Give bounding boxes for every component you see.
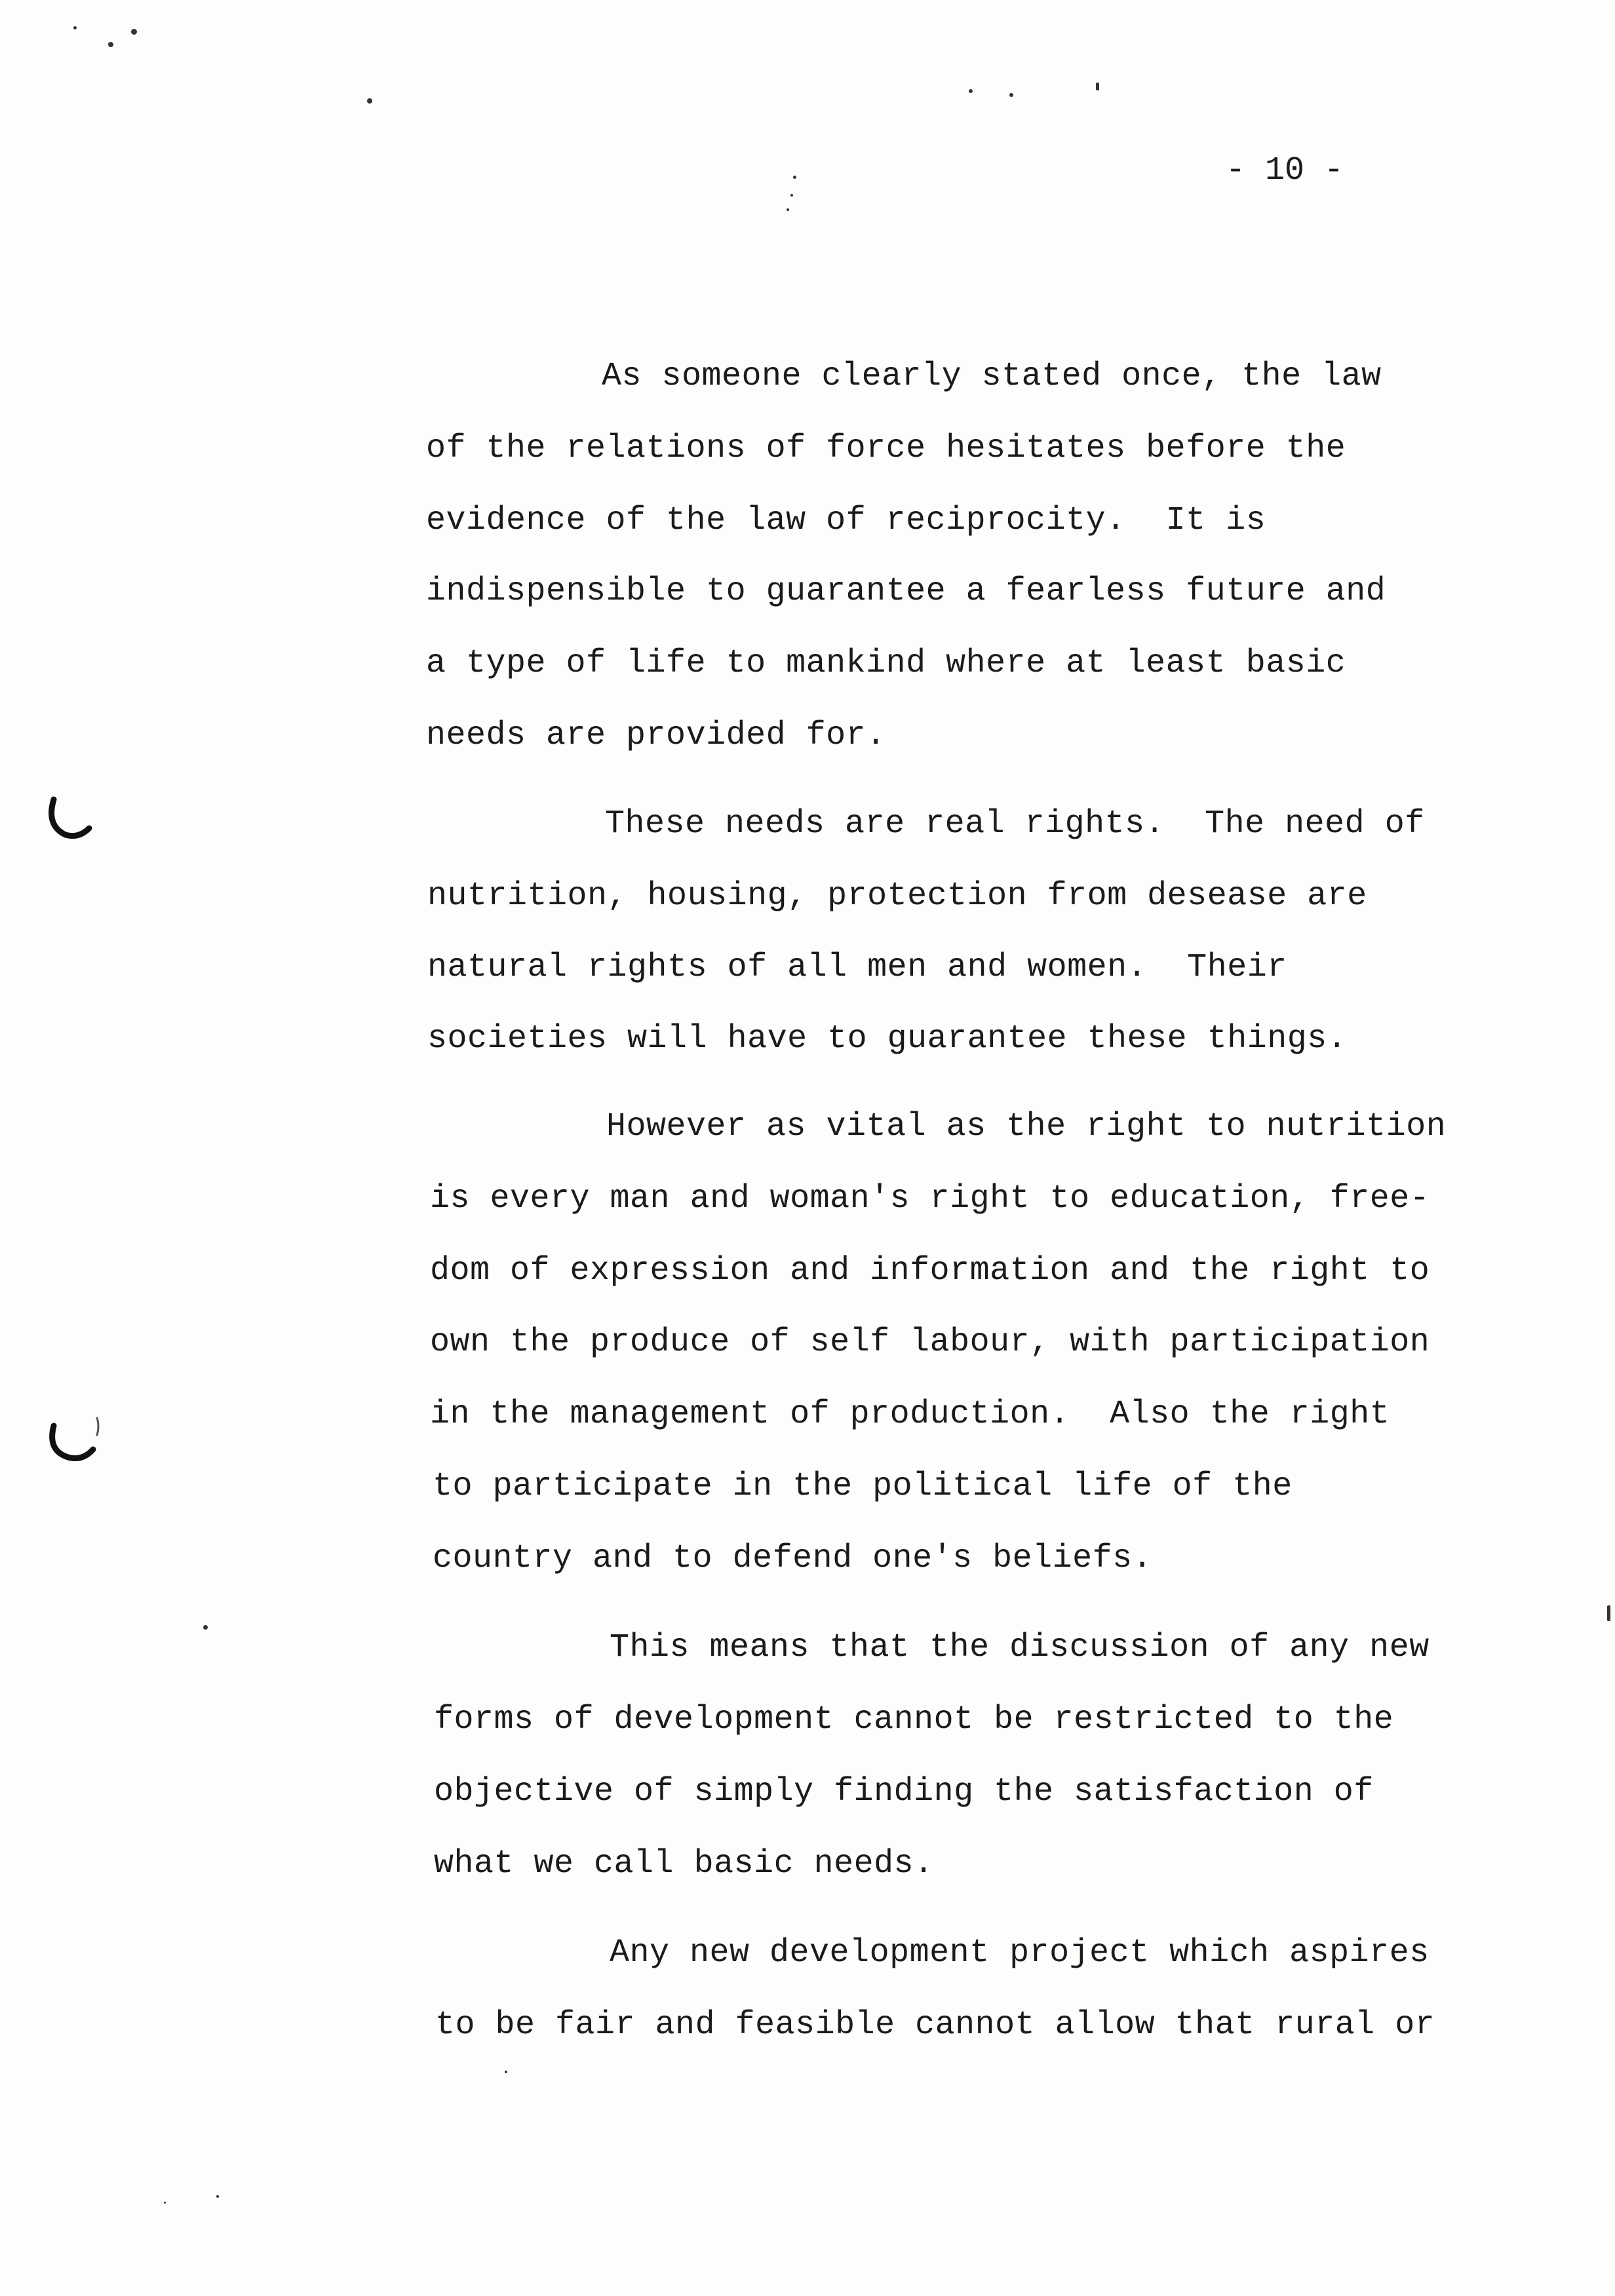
text-line: nutrition, housing, protection from desease are (427, 877, 1367, 915)
punch-hole-mark (41, 1409, 113, 1481)
scan-speck (108, 42, 113, 47)
text-line: natural rights of all men and women. Their (427, 949, 1287, 986)
text-line: a type of life to mankind where at least basic (426, 645, 1346, 682)
text-line: societies will have to guarantee these things. (427, 1020, 1348, 1058)
text-line: evidence of the law of reciprocity. It is (426, 502, 1266, 539)
scan-speck (73, 26, 77, 29)
scan-speck (505, 2071, 507, 2073)
scan-speck (203, 1625, 208, 1630)
text-line: This means that the discussion of any new (610, 1629, 1430, 1666)
text-line: indispensible to guarantee a fearless future and (426, 573, 1386, 610)
scan-speck (131, 29, 137, 35)
text-line: However as vital as the right to nutrition (606, 1108, 1447, 1145)
scan-speck (1607, 1605, 1610, 1621)
text-line: These needs are real rights. The need of (605, 805, 1425, 843)
text-line: As someone clearly stated once, the law (602, 358, 1382, 395)
scan-speck (164, 2202, 166, 2204)
scan-speck (969, 89, 973, 93)
scan-speck (790, 194, 793, 197)
scan-speck (793, 176, 796, 179)
text-line: objective of simply finding the satisfaction of (434, 1773, 1374, 1810)
text-line: country and to defend one's beliefs. (433, 1540, 1153, 1577)
punch-hole-mark (41, 792, 100, 851)
text-line: needs are provided for. (426, 717, 886, 754)
text-line: is every man and woman's right to education, free- (430, 1180, 1430, 1217)
text-line: in the management of production. Also the right (430, 1396, 1390, 1433)
text-line: of the relations of force hesitates before the (426, 430, 1346, 467)
page-number: - 10 - (1226, 152, 1344, 189)
scan-speck (216, 2195, 219, 2198)
text-line: dom of expression and information and the right to (430, 1252, 1430, 1290)
text-line: forms of development cannot be restricted to the (434, 1701, 1394, 1738)
text-line: own the produce of self labour, with participation (430, 1324, 1430, 1361)
scan-speck (1009, 93, 1013, 97)
scan-speck (787, 208, 789, 211)
text-line: what we call basic needs. (434, 1845, 934, 1883)
text-line: Any new development project which aspires (610, 1934, 1430, 1972)
text-line: to be fair and feasible cannot allow that rural or (435, 2006, 1435, 2044)
scan-speck (1096, 83, 1099, 90)
scan-speck (367, 98, 372, 104)
text-line: to participate in the political life of the (433, 1468, 1293, 1505)
